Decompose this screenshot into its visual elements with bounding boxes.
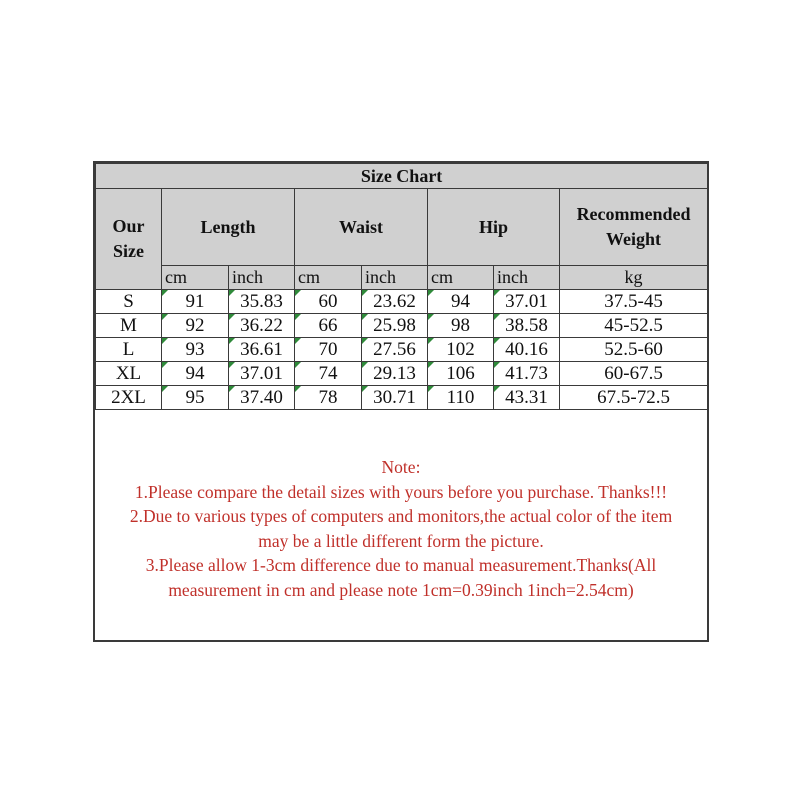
unit-row	[96, 266, 708, 290]
cell-hip-cm: 94	[428, 290, 494, 314]
cell-waist-inch: 30.71	[362, 386, 428, 410]
cell-waist-cm: 60	[295, 290, 362, 314]
note-line: may be a little different form the picture.	[258, 530, 544, 551]
header-our-size-line2: Size	[113, 241, 144, 261]
cell-hip-cm: 110	[428, 386, 494, 410]
header-weight-line1: Recommended	[576, 204, 691, 224]
unit-length-cm: cm	[162, 266, 229, 290]
unit-length-inch: inch	[229, 266, 295, 290]
header-recommended-weight	[560, 189, 708, 266]
cell-size: M	[96, 314, 162, 338]
cell-hip-inch: 38.58	[494, 314, 560, 338]
table-row	[96, 290, 708, 314]
note-line: 1.Please compare the detail sizes with yours before you purchase. Thanks!!!	[134, 481, 668, 502]
title-row	[96, 164, 708, 189]
cell-length-cm: 91	[162, 290, 229, 314]
cell-length-cm: 95	[162, 386, 229, 410]
header-our-size	[96, 189, 162, 290]
cell-weight: 52.5-60	[560, 338, 708, 362]
cell-hip-cm: 102	[428, 338, 494, 362]
unit-hip-cm: cm	[428, 266, 494, 290]
cell-hip-inch: 43.31	[494, 386, 560, 410]
note-title: Note:	[381, 457, 421, 477]
header-weight-line2: Weight	[606, 229, 662, 249]
cell-waist-inch: 23.62	[362, 290, 428, 314]
unit-weight-kg: kg	[560, 266, 708, 290]
cell-length-inch: 36.22	[229, 314, 295, 338]
cell-hip-inch: 41.73	[494, 362, 560, 386]
cell-weight: 45-52.5	[560, 314, 708, 338]
cell-hip-inch: 37.01	[494, 290, 560, 314]
table-row	[96, 386, 708, 410]
cell-waist-cm: 70	[295, 338, 362, 362]
cell-size: L	[96, 338, 162, 362]
cell-waist-inch: 27.56	[362, 338, 428, 362]
cell-weight: 37.5-45	[560, 290, 708, 314]
cell-weight: 60-67.5	[560, 362, 708, 386]
cell-length-cm: 93	[162, 338, 229, 362]
note-line: 3.Please allow 1-3cm difference due to manual measurement.Thanks(All	[145, 555, 657, 576]
cell-length-inch: 37.01	[229, 362, 295, 386]
size-chart-table	[95, 163, 708, 410]
cell-weight: 67.5-72.5	[560, 386, 708, 410]
header-hip: Hip	[428, 189, 560, 266]
header-length: Length	[162, 189, 295, 266]
cell-length-cm: 94	[162, 362, 229, 386]
cell-length-inch: 35.83	[229, 290, 295, 314]
cell-hip-cm: 98	[428, 314, 494, 338]
cell-length-inch: 37.40	[229, 386, 295, 410]
cell-waist-cm: 66	[295, 314, 362, 338]
note-line: 2.Due to various types of computers and monitors,the actual color of the item	[129, 506, 673, 527]
cell-size: S	[96, 290, 162, 314]
cell-hip-inch: 40.16	[494, 338, 560, 362]
table-row	[96, 314, 708, 338]
header-row	[96, 189, 708, 266]
table-title: Size Chart	[96, 164, 708, 189]
note-line: measurement in cm and please note 1cm=0.39inch 1inch=2.54cm)	[168, 579, 634, 600]
cell-size: 2XL	[96, 386, 162, 410]
cell-hip-cm: 106	[428, 362, 494, 386]
cell-length-inch: 36.61	[229, 338, 295, 362]
header-our-size-line1: Our	[112, 216, 145, 236]
cell-waist-inch: 25.98	[362, 314, 428, 338]
cell-size: XL	[96, 362, 162, 386]
unit-waist-inch: inch	[362, 266, 428, 290]
header-waist: Waist	[295, 189, 428, 266]
size-chart-sheet	[93, 161, 709, 642]
table-row	[96, 338, 708, 362]
table-row	[96, 362, 708, 386]
note-block	[95, 455, 707, 603]
cell-waist-inch: 29.13	[362, 362, 428, 386]
cell-waist-cm: 78	[295, 386, 362, 410]
unit-hip-inch: inch	[494, 266, 560, 290]
unit-waist-cm: cm	[295, 266, 362, 290]
cell-waist-cm: 74	[295, 362, 362, 386]
cell-length-cm: 92	[162, 314, 229, 338]
